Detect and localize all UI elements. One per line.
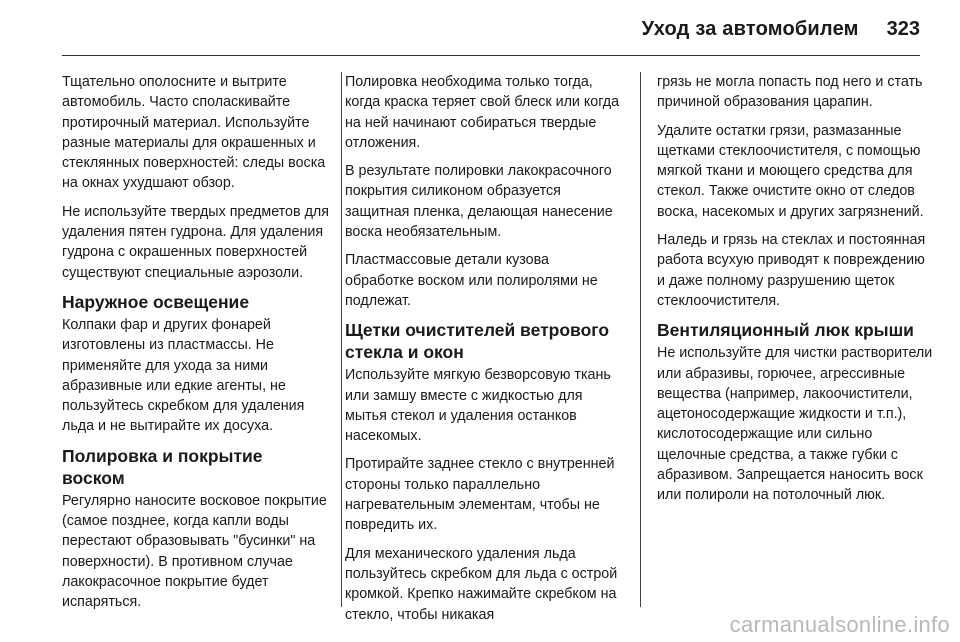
paragraph: Используйте мягкую безворсовую ткань или замшу вместе с жидкостью для мытья стекол и удаления останков насекомых. xyxy=(345,367,611,445)
section-heading-exterior-lights: Наружное освещение xyxy=(62,291,250,312)
page-number: 323 xyxy=(886,18,920,40)
paragraph: Не используйте для чистки растворители или абразивы, горючее, агрессивные вещества (например, лакоочистители, ацетоносодержащие жидкости и т.п.), кислотосодержащие или сильно щелочные средства, а также губки с абразивом. Запрещается наносить воск или полироли на потолочный люк. xyxy=(657,345,933,504)
section-heading-sunroof: Вентиляционный люк крыши xyxy=(657,320,914,341)
paragraph: Удалите остатки грязи, размазанные щетками стеклоочистителя, с помощью мягкой ткани и моющего средства для стекол. Также очистите окно от следов воска, насекомых и других загрязнений. xyxy=(657,122,924,220)
column-divider xyxy=(341,72,342,607)
header-divider xyxy=(62,55,920,56)
page-header xyxy=(642,18,920,48)
paragraph: Тщательно ополосните и вытрите автомобиль. Часто споласкивайте протирочный материал. Используйте разные материалы для окрашенных и стеклянных поверхностей: следы воска на окнах ухудшают обзор. xyxy=(62,74,326,192)
paragraph: Полировка необходима только тогда, когда краска теряет свой блеск или когда на ней начинают собираться твердые отложения. xyxy=(345,74,620,151)
paragraph: Для механического удаления льда пользуйтесь скребком для льда с острой кромкой. Крепко нажимайте скребком на стекло, чтобы никакая xyxy=(345,545,618,623)
paragraph: Колпаки фар и других фонарей изготовлены из пластмассы. Не применяйте для ухода за ними абразивные или едкие агенты, не пользуйтесь скребком для удаления льда и не вытирайте их досуха. xyxy=(62,316,305,435)
column-divider xyxy=(640,72,641,607)
watermark: carmanualsonline.info xyxy=(729,612,950,637)
paragraph: Регулярно наносите восковое покрытие (самое позднее, когда капли воды перестают образовывать "бусинки" на поверхности). В противном случае лакокрасочное покрытие будет испаряться. xyxy=(62,492,327,611)
paragraph: грязь не могла попасть под него и стать причиной образования царапин. xyxy=(657,74,923,111)
paragraph: Не используйте твердых предметов для удаления пятен гудрона. Для удаления гудрона с окрашенных поверхностей существуют специальные аэрозоли. xyxy=(62,203,329,281)
paragraph: Пластмассовые детали кузова обработке воском или полиролями не подлежат. xyxy=(345,252,598,309)
section-heading-polishing: Полировка и покрытие воском xyxy=(62,445,263,488)
paragraph: Протирайте заднее стекло с внутренней стороны только параллельно нагревательным элементам, чтобы не повредить их. xyxy=(345,456,615,534)
paragraph: Наледь и грязь на стеклах и постоянная работа всухую приводят к повреждению и даже полному разрушению щеток стеклоочистителя. xyxy=(657,232,926,309)
column-2 xyxy=(345,72,621,633)
page-title: Уход за автомобилем xyxy=(641,18,859,40)
column-1 xyxy=(62,72,330,621)
column-3 xyxy=(657,72,933,514)
paragraph: В результате полировки лакокрасочного покрытия силиконом образуется защитная пленка, делающая нанесение воска необязательным. xyxy=(345,163,613,241)
section-heading-wipers: Щетки очистителей ветрового стекла и окон xyxy=(345,320,610,363)
